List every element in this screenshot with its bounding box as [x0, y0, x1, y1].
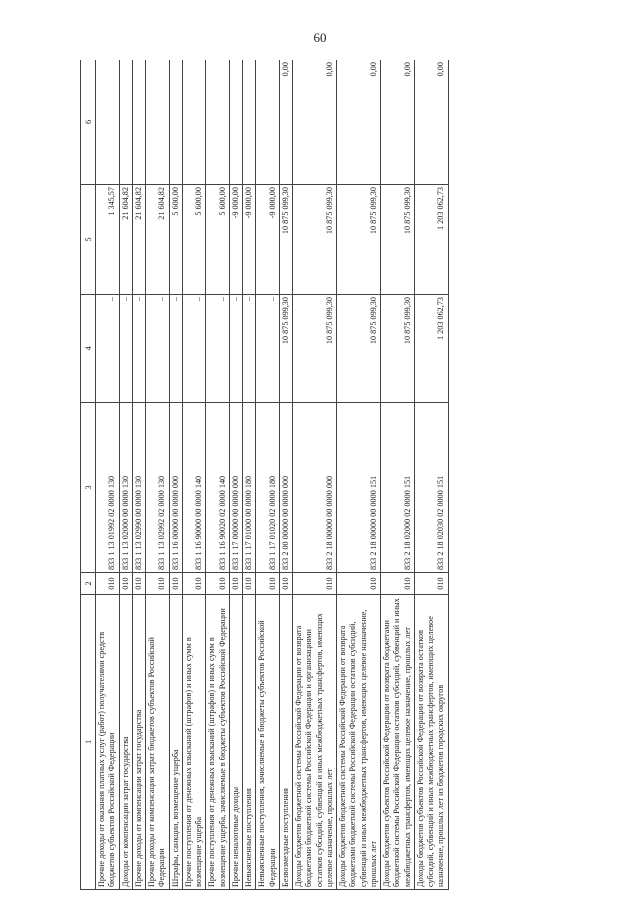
table-row — [169, 60, 182, 890]
budget-classification-code: 833 1 17 00000 00 0000 000 — [229, 403, 242, 573]
planned-amount: – — [119, 295, 132, 403]
income-name: Прочие доходы от компенсации затрат бюджетов субъектов Российской Федерации — [146, 595, 170, 890]
budget-classification-code: 833 2 18 00000 00 0000 151 — [337, 403, 381, 573]
budget-classification-code: 833 1 16 90000 00 0000 140 — [182, 403, 206, 573]
executed-amount: 10 875 099,30 — [293, 185, 337, 295]
column-header-6: 6 — [81, 60, 96, 185]
budget-income-table — [80, 60, 449, 890]
income-name: Безвозмездные поступления — [279, 595, 292, 890]
income-name: Доходы бюджетов субъектов Российской Федерации от возврата остатков субсидий, субвенций и иных межбюджетных трансфертов, имеющих целевое назначение, прошлых лет из бюджетов городских округов — [414, 595, 448, 890]
income-name: Доходы бюджетов бюджетной системы Российской Федерации от возврата бюджетами бюджетной системы Российской Федерации и организациями остатков субсидий, субвенций и иных межбюджетных трансфертов, имеющих целевое назначение, прошлых лет — [293, 595, 337, 890]
admin-code: 010 — [293, 573, 337, 595]
table-row — [293, 60, 337, 890]
executed-amount: 10 875 099,30 — [337, 185, 381, 295]
execution-percent — [206, 60, 230, 185]
planned-amount: 1 203 062,73 — [414, 295, 448, 403]
admin-code: 010 — [96, 573, 120, 595]
executed-amount: -9 000,00 — [256, 185, 280, 295]
execution-percent — [132, 60, 145, 185]
planned-amount: – — [96, 295, 120, 403]
income-name: Доходы бюджетов субъектов Российской Федерации от возврата бюджетами бюджетной системы Российской Федерации остатков субсидий, субвенций и иных межбюджетных трансфертов, имеющих целевое назначение, прошлых лет — [381, 595, 415, 890]
column-header-3: 3 — [81, 403, 96, 573]
table-row — [337, 60, 381, 890]
income-name: Прочие поступления от денежных взысканий (штрафов) и иных сумм в возмещение ущерба, зачисляемые в бюджеты субъектов Российской Федерации — [206, 595, 230, 890]
admin-code: 010 — [381, 573, 415, 595]
executed-amount: 21 604,82 — [119, 185, 132, 295]
budget-classification-code: 833 2 18 02000 02 0000 151 — [381, 403, 415, 573]
table-row — [256, 60, 280, 890]
planned-amount: 10 875 099,30 — [293, 295, 337, 403]
budget-classification-code: 833 1 13 02992 02 0000 130 — [146, 403, 170, 573]
admin-code: 010 — [414, 573, 448, 595]
budget-classification-code: 833 1 16 90020 02 0000 140 — [206, 403, 230, 573]
executed-amount: 5 600,00 — [206, 185, 230, 295]
budget-classification-code: 833 1 13 02990 00 0000 130 — [132, 403, 145, 573]
column-header-1: 1 — [81, 595, 96, 890]
execution-percent — [229, 60, 242, 185]
income-name: Прочие поступления от денежных взысканий (штрафов) и иных сумм в возмещение ущерба — [182, 595, 206, 890]
execution-percent: 0,00 — [279, 60, 292, 185]
admin-code: 010 — [229, 573, 242, 595]
budget-classification-code: 833 1 17 01020 02 0000 180 — [256, 403, 280, 573]
admin-code: 010 — [279, 573, 292, 595]
column-header-5: 5 — [81, 185, 96, 295]
table-row — [146, 60, 170, 890]
column-header-4: 4 — [81, 295, 96, 403]
planned-amount: 10 875 099,30 — [381, 295, 415, 403]
execution-percent: 0,00 — [414, 60, 448, 185]
admin-code: 010 — [132, 573, 145, 595]
planned-amount: – — [229, 295, 242, 403]
planned-amount: – — [169, 295, 182, 403]
budget-classification-code: 833 2 00 00000 00 0000 000 — [279, 403, 292, 573]
admin-code: 010 — [146, 573, 170, 595]
execution-percent: 0,00 — [337, 60, 381, 185]
admin-code: 010 — [337, 573, 381, 595]
table-rotated-view — [80, 60, 560, 890]
header-row — [81, 60, 96, 890]
admin-code: 010 — [243, 573, 256, 595]
budget-classification-code: 833 1 13 02000 00 0000 130 — [119, 403, 132, 573]
admin-code: 010 — [169, 573, 182, 595]
admin-code: 010 — [256, 573, 280, 595]
income-name: Прочие неналоговые доходы — [229, 595, 242, 890]
executed-amount: 5 600,00 — [182, 185, 206, 295]
page-number: 60 — [313, 30, 327, 45]
budget-classification-code: 833 1 17 01000 00 0000 180 — [243, 403, 256, 573]
execution-percent — [96, 60, 120, 185]
execution-percent — [146, 60, 170, 185]
execution-percent — [119, 60, 132, 185]
budget-classification-code: 833 1 16 00000 00 0000 000 — [169, 403, 182, 573]
admin-code: 010 — [206, 573, 230, 595]
execution-percent — [243, 60, 256, 185]
executed-amount: 21 604,82 — [132, 185, 145, 295]
execution-percent — [169, 60, 182, 185]
table-row — [132, 60, 145, 890]
planned-amount: – — [182, 295, 206, 403]
income-name: Доходы бюджетов бюджетной системы Российской Федерации от возврата бюджетами бюджетной системы Российской Федерации остатков субсидий, субвенций и иных межбюджетных трансфертов, имеющих целевое назначение, прошлых лет — [337, 595, 381, 890]
income-name: Доходы от компенсации затрат государства — [119, 595, 132, 890]
execution-percent — [182, 60, 206, 185]
execution-percent: 0,00 — [381, 60, 415, 185]
budget-classification-code: 833 1 13 01992 02 0000 130 — [96, 403, 120, 573]
table-row — [381, 60, 415, 890]
budget-classification-code: 833 2 18 00000 00 0000 000 — [293, 403, 337, 573]
planned-amount: 10 875 099,30 — [279, 295, 292, 403]
planned-amount: – — [132, 295, 145, 403]
income-name: Прочие доходы от оказания платных услуг (работ) получателями средств бюджетов субъектов Российской Федерации — [96, 595, 120, 890]
income-name: Штрафы, санкции, возмещение ущерба — [169, 595, 182, 890]
executed-amount: 10 875 099,30 — [381, 185, 415, 295]
table-row — [119, 60, 132, 890]
planned-amount: – — [206, 295, 230, 403]
table-row — [229, 60, 242, 890]
table-row — [243, 60, 256, 890]
execution-percent: 0,00 — [293, 60, 337, 185]
income-name: Невыясненные поступления, зачисляемые в бюджеты субъектов Российской Федерации — [256, 595, 280, 890]
planned-amount: – — [243, 295, 256, 403]
executed-amount: 21 604,82 — [146, 185, 170, 295]
admin-code: 010 — [182, 573, 206, 595]
planned-amount: – — [146, 295, 170, 403]
column-header-2: 2 — [81, 573, 96, 595]
table-row — [182, 60, 206, 890]
table-row — [279, 60, 292, 890]
budget-classification-code: 833 2 18 02030 02 0000 151 — [414, 403, 448, 573]
executed-amount: -9 000,00 — [243, 185, 256, 295]
planned-amount: 10 875 099,30 — [337, 295, 381, 403]
table-row — [206, 60, 230, 890]
table-row — [414, 60, 448, 890]
execution-percent — [256, 60, 280, 185]
income-name: Невыясненные поступления — [243, 595, 256, 890]
rotated-table-container — [80, 60, 560, 890]
planned-amount: – — [256, 295, 280, 403]
income-name: Прочие доходы от компенсации затрат государства — [132, 595, 145, 890]
executed-amount: 1 203 062,73 — [414, 185, 448, 295]
executed-amount: 10 875 099,30 — [279, 185, 292, 295]
admin-code: 010 — [119, 573, 132, 595]
table-row — [96, 60, 120, 890]
executed-amount: -9 000,00 — [229, 185, 242, 295]
executed-amount: 1 345,57 — [96, 185, 120, 295]
executed-amount: 5 600,00 — [169, 185, 182, 295]
